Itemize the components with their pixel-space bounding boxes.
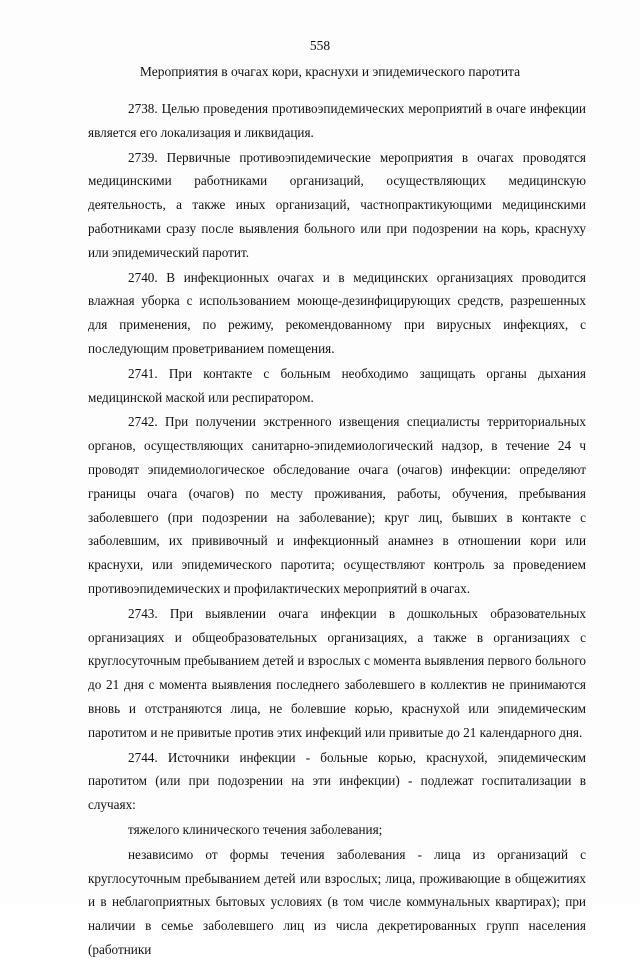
paragraph-2744: 2744. Источники инфекции - больные корью, краснухой, эпидемическим паротитом (или при подозрении на эти инфекции) - подлежат госпитализации в случаях: xyxy=(88,749,586,813)
document-body xyxy=(88,97,586,962)
paragraph-2743: 2743. При выявлении очага инфекции в дошкольных образовательных организациях и общеобразовательных организациях, а также в организациях с круглосуточным пребыванием детей и взрослых с момента выявления первого больного до 21 дня с момента выявления последнего заболевшего в коллектив не принимаются вновь и отстраняются лица, не болевшие корью, краснухой или эпидемическим паротитом и не привитые против этих инфекций или привитые до 21 календарного дня. xyxy=(88,605,586,740)
paragraph-2738: 2738. Целью проведения противоэпидемических мероприятий в очаге инфекции является его локализация и ликвидация. xyxy=(88,101,586,140)
section-title: Мероприятия в очагах кори, краснухи и эпидемического паротита xyxy=(139,64,521,79)
paragraph-2740: 2740. В инфекционных очагах и в медицинских организациях проводится влажная уборка с использованием моюще-дезинфицирующих средств, разрешенных для применения, по режиму, рекомендованному при вирусных инфекциях, с последующим проветриванием помещения. xyxy=(88,269,586,356)
page-number: 558 xyxy=(309,38,331,53)
paragraph-2741: 2741. При контакте с больным необходимо защищать органы дыхания медицинской маской или респиратором. xyxy=(88,365,586,405)
paragraph-severe-course: тяжелого клинического течения заболевания; xyxy=(128,821,383,837)
paragraph-regardless-of-form: независимо от формы течения заболевания - лица из организаций с круглосуточным пребыванием детей или взрослых; лица, проживающие в общежитиях и в неблагоприятных бытовых условиях (в том числе коммунальных квартирах); при наличии в семье заболевшего лиц из числа декретированных групп населения (работники xyxy=(88,846,586,957)
paragraph-2739: 2739. Первичные противоэпидемические мероприятия в очагах проводятся медицинскими работниками организаций, осуществляющих медицинскую деятельность, а также иных организаций, частнопрактикующими медицинскими работниками сразу после выявления больного или при подозрении на корь, краснуху или эпидемический паротит. xyxy=(88,149,586,260)
paragraph-2742: 2742. При получении экстренного извещения специалисты территориальных органов, осуществляющих санитарно-эпидемиологический надзор, в течение 24 ч проводят эпидемиологическое обследование очага (очагов) инфекции: определяют границы очага (очагов) по месту проживания, работы, обучения, пребывания заболевшего (при подозрении на заболевание); круг лиц, бывших в контакте с заболевшим, их прививочный и инфекционный анамнез в отношении кори или краснухи, или эпидемического паротита; осуществляют контроль за проведением противоэпидемических и профилактических мероприятий в очагах. xyxy=(88,414,586,596)
